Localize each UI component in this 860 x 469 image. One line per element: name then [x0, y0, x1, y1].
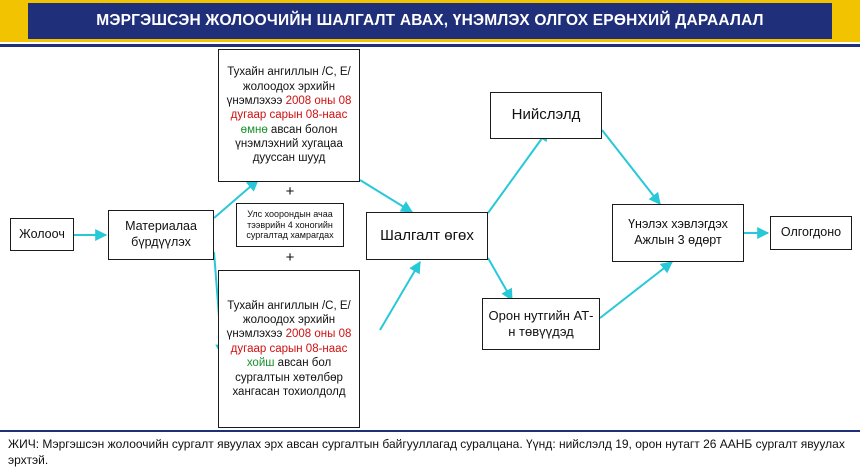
- arrow-exam-to-local: [488, 258, 512, 300]
- node-issue-days[interactable]: Үнэлэх хэвлэгдэх Ажлын 3 өдөрт: [612, 204, 744, 262]
- arrow-cond-before-to-exam: [360, 180, 412, 212]
- cond-before-date: 2008 оны 08 дугаар сарын 08-наас: [230, 94, 352, 122]
- arrow-capital-to-issue: [602, 130, 660, 204]
- plus-top: +: [285, 183, 295, 200]
- footer-note: ЖИЧ: Мэргэшсэн жолоочийн сургалт явуулах эрх авсан сургалтын байгууллагад суралцана. Үүнд: нийслэлд 19, орон нутагт 26 ААНБ сургалт явуулах эрхтэй.: [8, 437, 845, 468]
- node-driver[interactable]: Жолооч: [10, 218, 74, 251]
- cond-before-part1: Тухайн ангиллын /С, Е/ жолоодох эрхийн үнэмлэхээ: [226, 66, 351, 107]
- plus-bottom: +: [285, 249, 295, 266]
- arrow-local-to-issue: [600, 262, 672, 318]
- cond-after-part1: Тухайн ангиллын /С, Е/ жолоодох эрхийн үнэмлэхээ: [226, 299, 351, 341]
- cond-after-date: 2008 оны 08 дугаар сарын 08-наас: [230, 328, 352, 355]
- cond-before-keyword: өмнө: [240, 123, 268, 136]
- page-title: МЭРГЭШСЭН ЖОЛООЧИЙН ШАЛГАЛТ АВАХ, ҮНЭМЛЭХ ОЛГОХ ЕРӨНХИЙ ДАРААЛАЛ: [28, 3, 832, 39]
- node-capital[interactable]: Нийслэлд: [490, 92, 602, 139]
- cond-after-part2: авсан бол сургалтын хөтөлбөр хангасан тохиолдолд: [232, 357, 346, 398]
- footer-divider: [0, 430, 860, 432]
- node-condition-after-2008[interactable]: [218, 270, 360, 428]
- node-granted[interactable]: Олгогдоно: [770, 216, 852, 250]
- arrow-exam-to-capital: [488, 130, 548, 213]
- node-international-training[interactable]: Улс хоорондын ачаа тээврийн 4 хоногийн сургалтад хамрагдах: [236, 203, 344, 247]
- node-take-exam[interactable]: Шалгалт өгөх: [366, 212, 488, 260]
- cond-before-part2: авсан болон үнэмлэхний хугацаа дууссан шууд: [235, 123, 343, 165]
- node-condition-before-2008[interactable]: [218, 49, 360, 182]
- arrow-cond-after-to-exam: [380, 262, 420, 330]
- node-local-centers[interactable]: Орон нутгийн АТ-н төвүүдэд: [482, 298, 600, 350]
- node-prepare-documents[interactable]: Материалаа бүрдүүлэх: [108, 210, 214, 260]
- header-divider: [0, 44, 860, 47]
- cond-after-keyword: хойш: [246, 357, 275, 370]
